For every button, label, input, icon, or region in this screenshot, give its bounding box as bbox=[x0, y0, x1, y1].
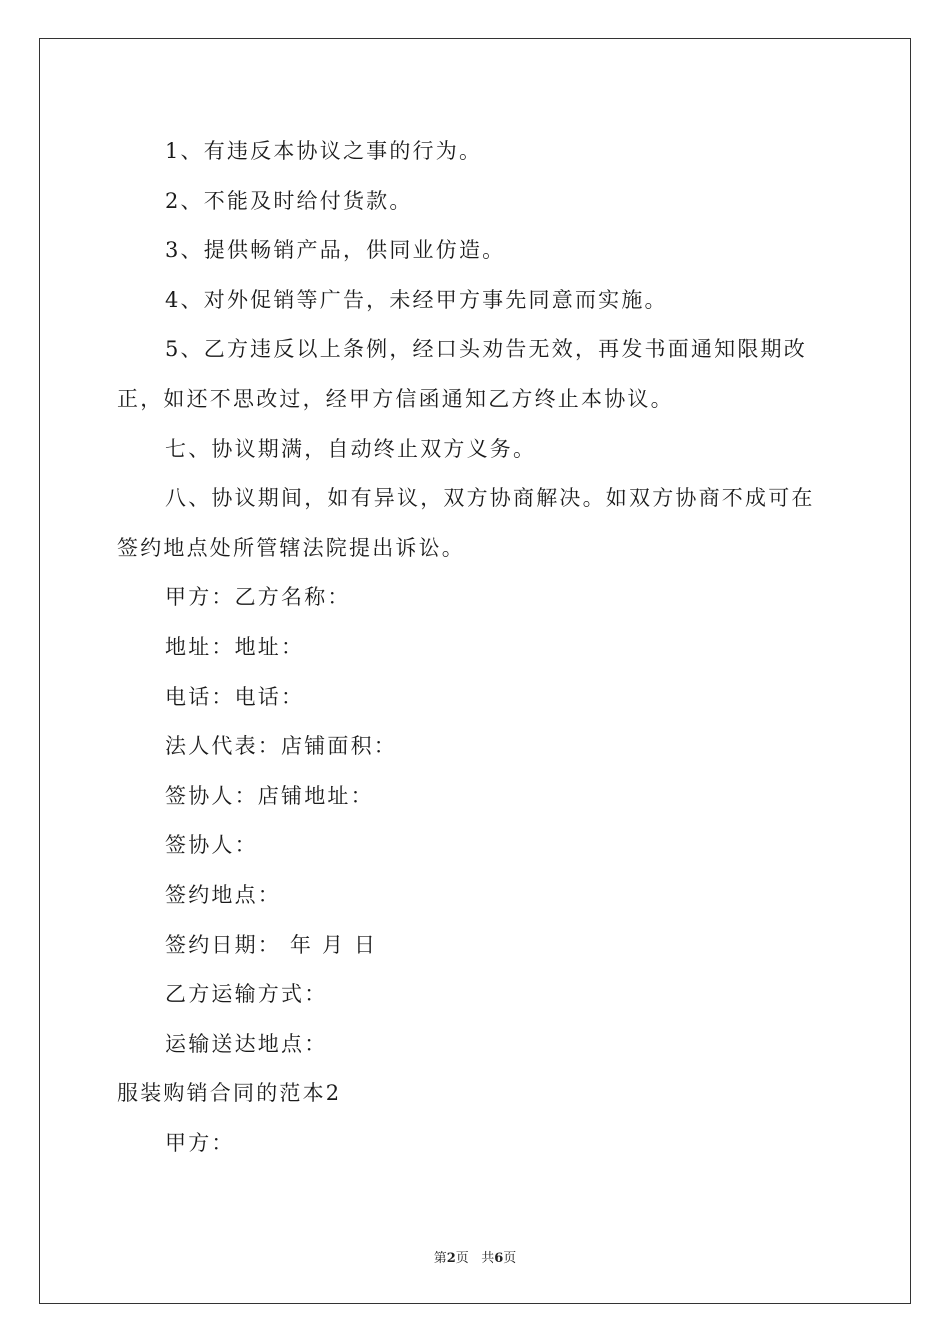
total-pages-number: 6 bbox=[494, 1251, 504, 1266]
signature-field-location: 签约地点： bbox=[165, 882, 281, 907]
paragraph: 七、协议期满，自动终止双方义务。 bbox=[165, 436, 537, 461]
paragraph: 4、对外促销等广告，未经甲方事先同意而实施。 bbox=[165, 287, 668, 312]
paragraph-continuation: 正，如还不思改过，经甲方信函通知乙方终止本协议。 bbox=[117, 386, 674, 411]
page-footer bbox=[0, 1247, 950, 1266]
signature-field-date: 签约日期： 年 月 日 bbox=[165, 932, 378, 957]
field-transport-method: 乙方运输方式： bbox=[165, 982, 328, 1007]
signature-field-address: 地址：地址： bbox=[165, 634, 305, 659]
paragraph: 5、乙方违反以上条例，经口头劝告无效，再发书面通知限期改 bbox=[165, 337, 807, 362]
signature-field-legal-rep: 法人代表：店铺面积： bbox=[165, 734, 397, 759]
footer-page-suffix: 页 bbox=[455, 1251, 469, 1266]
paragraph: 2、不能及时给付货款。 bbox=[165, 188, 413, 213]
paragraph: 1、有违反本协议之事的行为。 bbox=[165, 139, 483, 163]
section-heading: 服装购销合同的范本2 bbox=[117, 1081, 342, 1106]
paragraph-continuation: 签约地点处所管辖法院提出诉讼。 bbox=[117, 535, 465, 560]
paragraph: 甲方： bbox=[165, 1130, 235, 1155]
current-page-number: 2 bbox=[446, 1251, 456, 1266]
footer-total-suffix: 页 bbox=[503, 1251, 517, 1266]
document-body bbox=[117, 127, 837, 1168]
paragraph: 3、提供畅销产品，供同业仿造。 bbox=[165, 238, 506, 263]
footer-total-prefix: 共 bbox=[481, 1251, 495, 1266]
paragraph: 八、协议期间，如有异议，双方协商解决。如双方协商不成可在 bbox=[165, 486, 815, 511]
signature-field-party-a: 甲方：乙方名称： bbox=[165, 585, 351, 610]
signature-field-signer-2: 签协人： bbox=[165, 833, 258, 858]
footer-prefix: 第 bbox=[433, 1251, 447, 1266]
signature-field-signer: 签协人：店铺地址： bbox=[165, 783, 374, 808]
field-delivery-location: 运输送达地点： bbox=[165, 1031, 328, 1056]
signature-field-phone: 电话：电话： bbox=[165, 684, 305, 709]
